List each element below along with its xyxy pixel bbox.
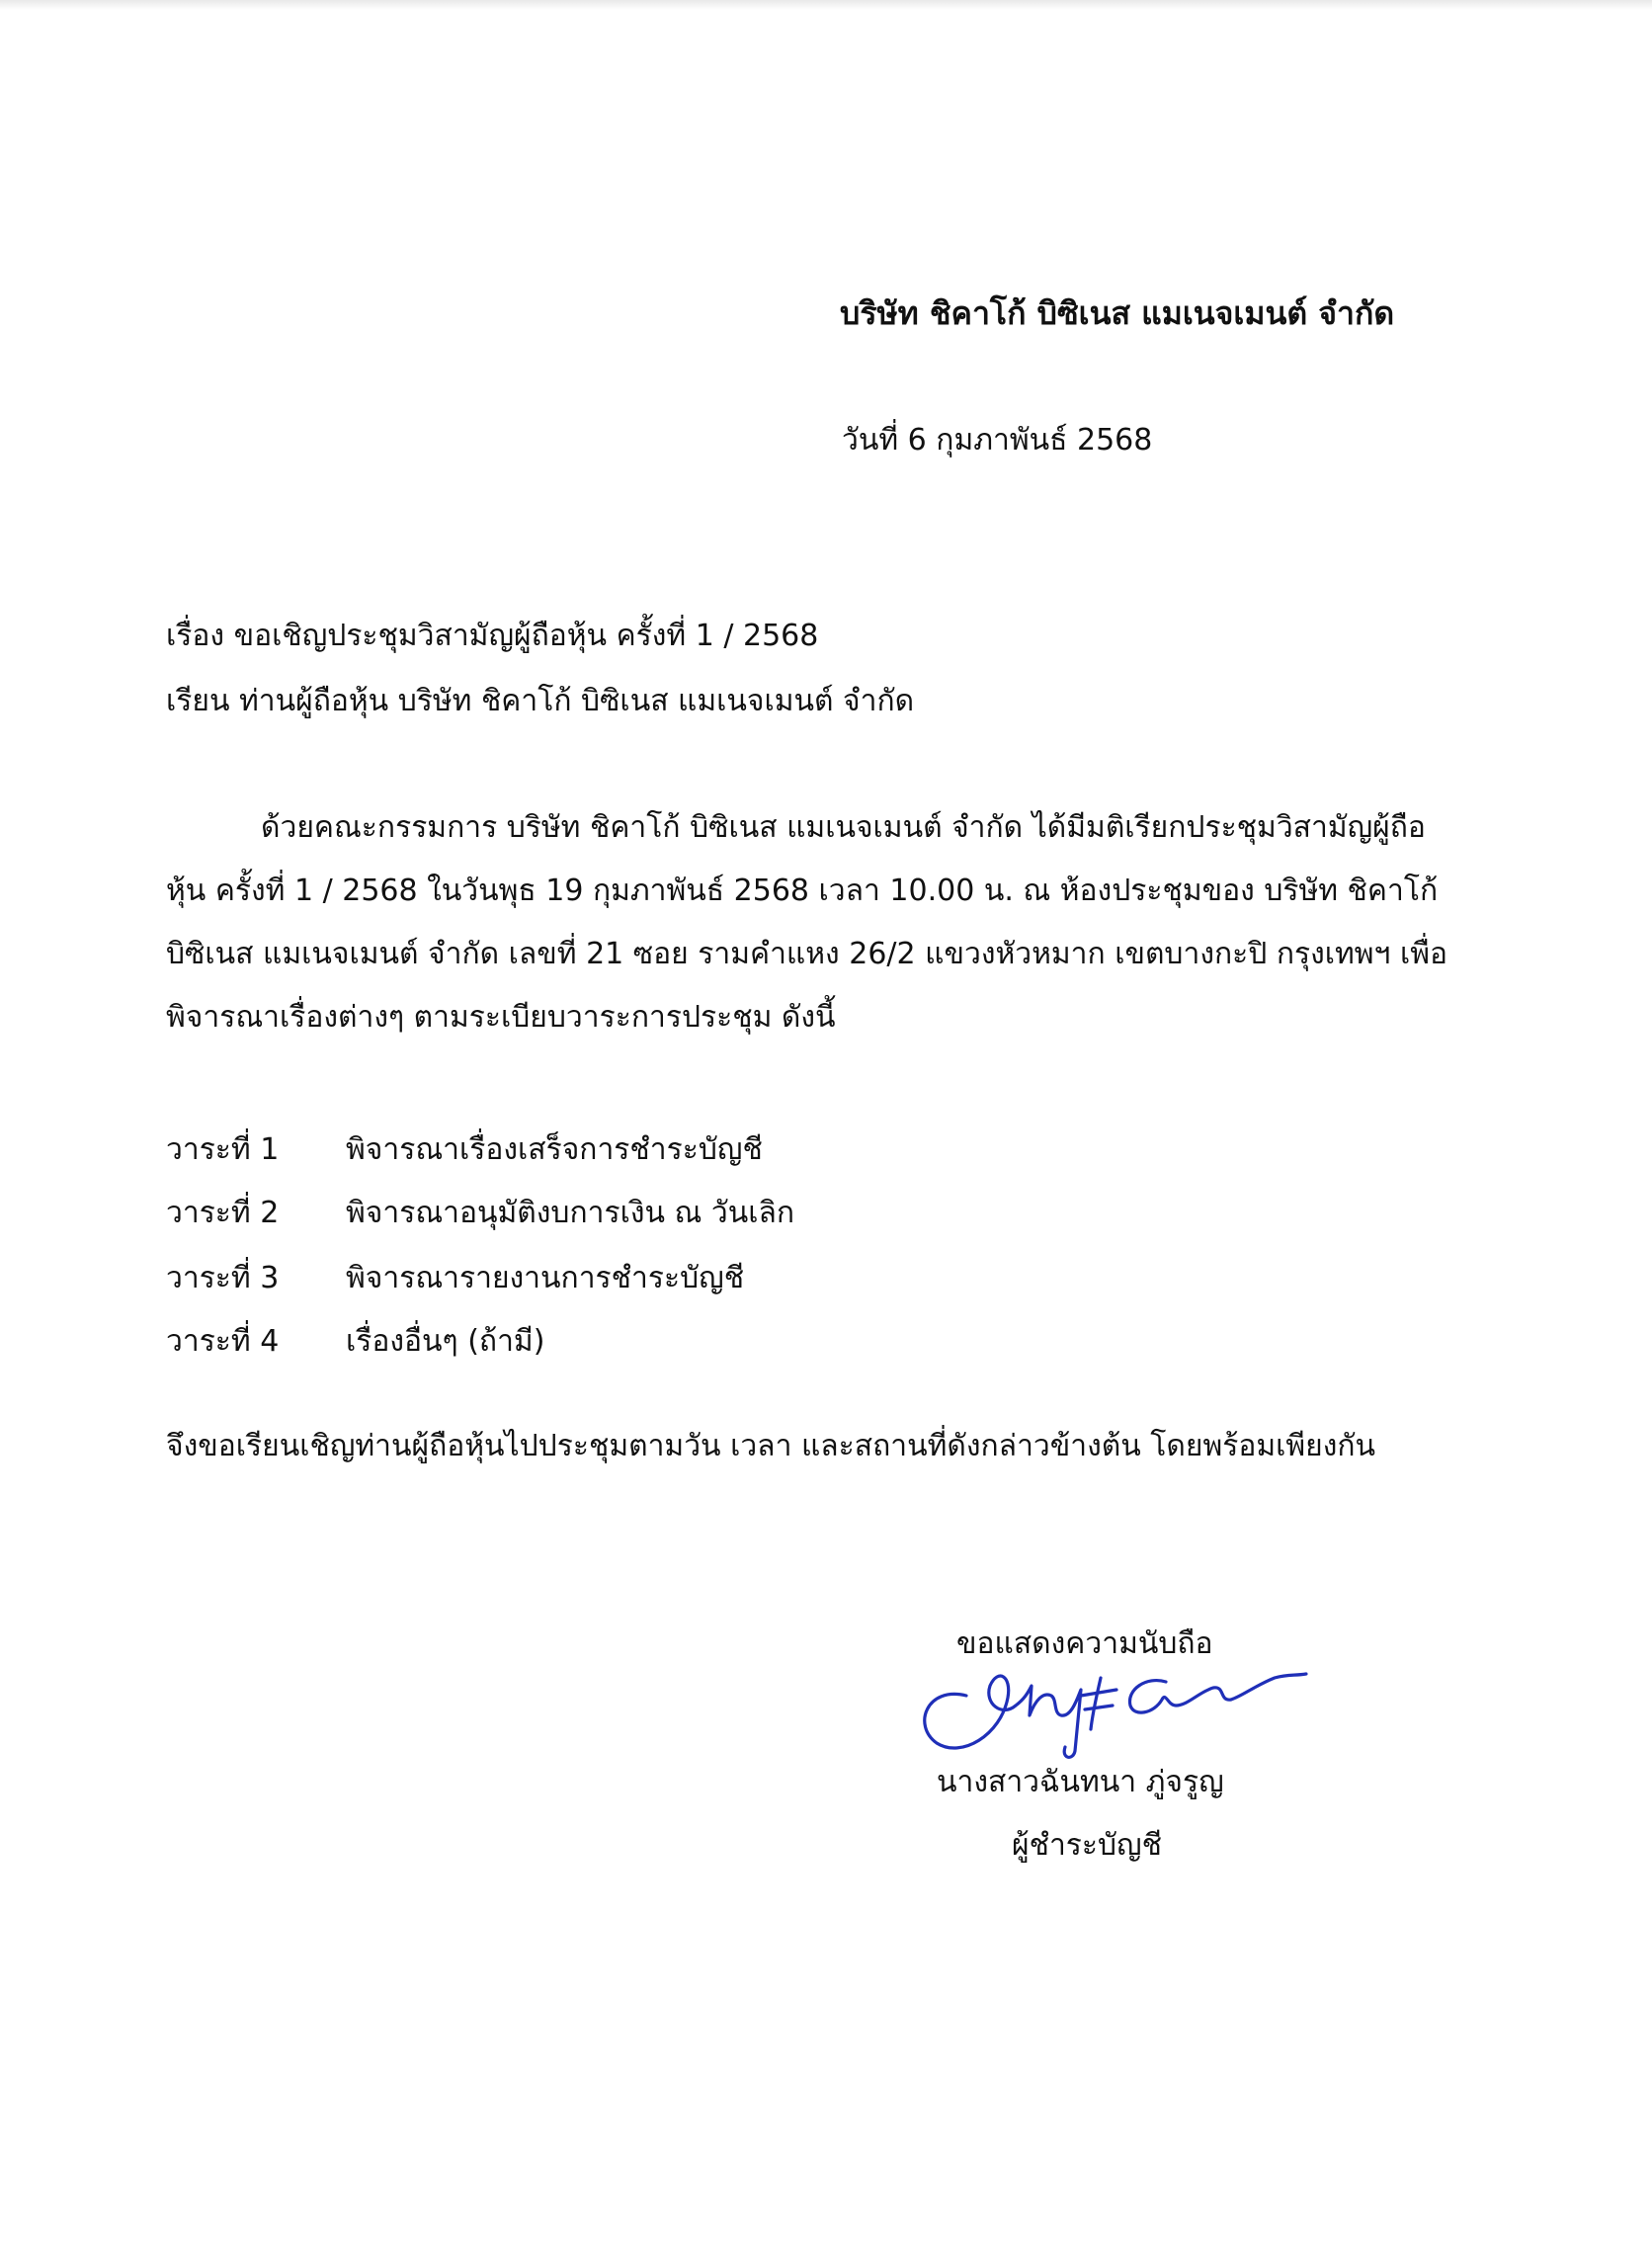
regards-line: ขอแสดงความนับถือ bbox=[956, 1626, 1213, 1661]
agenda-label: วาระที่ 1 bbox=[166, 1132, 280, 1167]
letter-date: วันที่ 6 กุมภาพันธ์ 2568 bbox=[842, 423, 1153, 458]
agenda-label: วาระที่ 4 bbox=[166, 1324, 280, 1359]
agenda-text: เรื่องอื่นๆ (ถ้ามี) bbox=[346, 1324, 545, 1359]
body-line: หุ้น ครั้งที่ 1 / 2568 ในวันพุธ 19 กุมภาพันธ์ 2568 เวลา 10.00 น. ณ ห้องประชุมของ บริษัท ชิคาโก้ bbox=[166, 874, 1439, 908]
signer-position: ผู้ชำระบัญชี bbox=[1012, 1828, 1162, 1863]
scan-edge-shadow bbox=[0, 0, 1652, 10]
agenda-label: วาระที่ 2 bbox=[166, 1196, 280, 1230]
letter-subject: เรื่อง ขอเชิญประชุมวิสามัญผู้ถือหุ้น ครั้งที่ 1 / 2568 bbox=[166, 619, 819, 653]
body-line: พิจารณาเรื่องต่างๆ ตามระเบียบวาระการประชุม ดังนี้ bbox=[166, 1000, 836, 1035]
signature-stroke bbox=[1129, 1674, 1306, 1712]
body-line: บิซิเนส แมเนจเมนต์ จำกัด เลขที่ 21 ซอย รามคำแหง 26/2 แขวงหัวหมาก เขตบางกะปิ กรุงเทพฯ เพื่อ bbox=[166, 937, 1447, 971]
company-name: บริษัท ชิคาโก้ บิซิเนส แมเนจเมนต์ จำกัด bbox=[840, 294, 1395, 332]
agenda-text: พิจารณารายงานการชำระบัญชี bbox=[346, 1261, 745, 1295]
agenda-text: พิจารณาอนุมัติงบการเงิน ณ วันเลิก bbox=[346, 1196, 795, 1230]
signer-name: นางสาวฉันทนา ภู่จรูญ bbox=[937, 1765, 1224, 1799]
agenda-text: พิจารณาเรื่องเสร็จการชำระบัญชี bbox=[346, 1132, 763, 1167]
letter-recipient: เรียน ท่านผู้ถือหุ้น บริษัท ชิคาโก้ บิซิเนส แมเนจเมนต์ จำกัด bbox=[166, 684, 915, 718]
signature-stroke bbox=[1081, 1678, 1116, 1729]
closing-sentence: จึงขอเรียนเชิญท่านผู้ถือหุ้นไปประชุมตามวัน เวลา และสถานที่ดังกล่าวข้างต้น โดยพร้อมเพียงกัน bbox=[166, 1429, 1376, 1463]
signature-stroke bbox=[925, 1676, 1081, 1757]
body-line: ด้วยคณะกรรมการ บริษัท ชิคาโก้ บิซิเนส แมเนจเมนต์ จำกัด ได้มีมติเรียกประชุมวิสามัญผู้ถือ bbox=[261, 810, 1426, 845]
handwritten-signature bbox=[907, 1656, 1322, 1765]
agenda-label: วาระที่ 3 bbox=[166, 1261, 280, 1295]
